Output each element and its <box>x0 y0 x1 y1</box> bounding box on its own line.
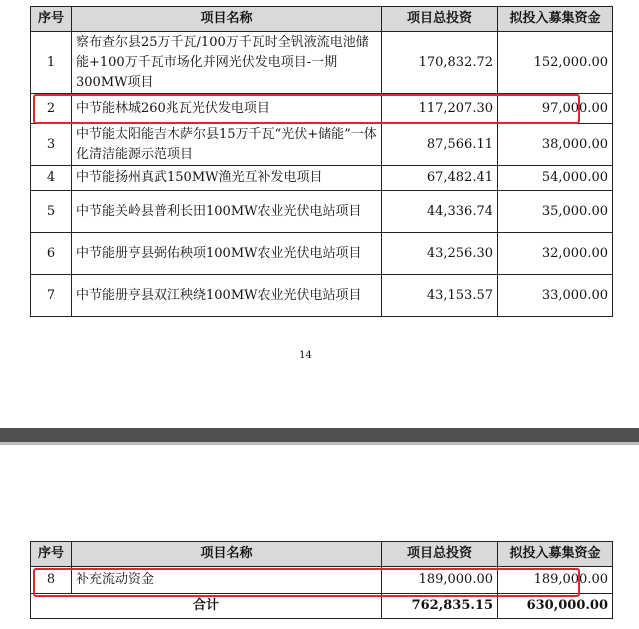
header-raised: 拟投入募集资金 <box>498 7 613 32</box>
row-raised: 152,000.00 <box>498 32 613 94</box>
row-name: 中节能册亨县双江秧绕100MW农业光伏电站项目 <box>72 275 382 317</box>
table-row <box>31 233 613 275</box>
row-name: 中节能扬州真武150MW渔光互补发电项目 <box>72 166 382 191</box>
header-no: 序号 <box>31 542 72 567</box>
total-row <box>31 594 613 619</box>
header-no: 序号 <box>31 7 72 32</box>
header-name: 项目名称 <box>72 7 382 32</box>
table-row <box>31 567 613 594</box>
row-total: 67,482.41 <box>382 166 498 191</box>
header-total: 项目总投资 <box>382 7 498 32</box>
investment-table-page-14 <box>30 6 613 317</box>
row-total: 87,566.11 <box>382 124 498 166</box>
row-total: 43,256.30 <box>382 233 498 275</box>
row-name: 中节能太阳能吉木萨尔县15万千瓦“光伏+储能”一体化清洁能源示范项目 <box>72 124 382 166</box>
page-separator <box>0 428 639 442</box>
total-raised: 630,000.00 <box>498 594 613 619</box>
total-label: 合计 <box>31 594 382 619</box>
table-row <box>31 275 613 317</box>
row-no: 8 <box>31 567 72 594</box>
table-row <box>31 32 613 94</box>
row-name: 中节能关岭县普利长田100MW农业光伏电站项目 <box>72 191 382 233</box>
total-investment: 762,835.15 <box>382 594 498 619</box>
row-raised: 54,000.00 <box>498 166 613 191</box>
header-total: 项目总投资 <box>382 542 498 567</box>
row-name: 中节能林城260兆瓦光伏发电项目 <box>72 94 382 124</box>
row-raised: 35,000.00 <box>498 191 613 233</box>
row-total: 44,336.74 <box>382 191 498 233</box>
row-name: 中节能册亨县弼佑秧项100MW农业光伏电站项目 <box>72 233 382 275</box>
row-no: 7 <box>31 275 72 317</box>
row-name: 察布查尔县25万千瓦/100万千瓦时全钒液流电池储能+100万千瓦市场化并网光伏发电项目-一期300MW项目 <box>72 32 382 94</box>
table-row <box>31 166 613 191</box>
table-header-row <box>31 7 613 32</box>
row-total: 117,207.30 <box>382 94 498 124</box>
header-raised: 拟投入募集资金 <box>498 542 613 567</box>
table-header-row <box>31 542 613 567</box>
row-total: 189,000.00 <box>382 567 498 594</box>
table-row <box>31 191 613 233</box>
page-number: 14 <box>299 350 312 361</box>
row-raised: 32,000.00 <box>498 233 613 275</box>
row-raised: 33,000.00 <box>498 275 613 317</box>
row-no: 5 <box>31 191 72 233</box>
row-name: 补充流动资金 <box>72 567 382 594</box>
table-row <box>31 124 613 166</box>
row-raised: 38,000.00 <box>498 124 613 166</box>
page-separator-shadow <box>0 442 639 445</box>
table-row <box>31 94 613 124</box>
row-total: 43,153.57 <box>382 275 498 317</box>
header-name: 项目名称 <box>72 542 382 567</box>
investment-table-page-15 <box>30 541 613 619</box>
row-no: 2 <box>31 94 72 124</box>
row-no: 1 <box>31 32 72 94</box>
row-total: 170,832.72 <box>382 32 498 94</box>
row-no: 6 <box>31 233 72 275</box>
row-raised: 189,000.00 <box>498 567 613 594</box>
row-no: 3 <box>31 124 72 166</box>
row-no: 4 <box>31 166 72 191</box>
row-raised: 97,000.00 <box>498 94 613 124</box>
